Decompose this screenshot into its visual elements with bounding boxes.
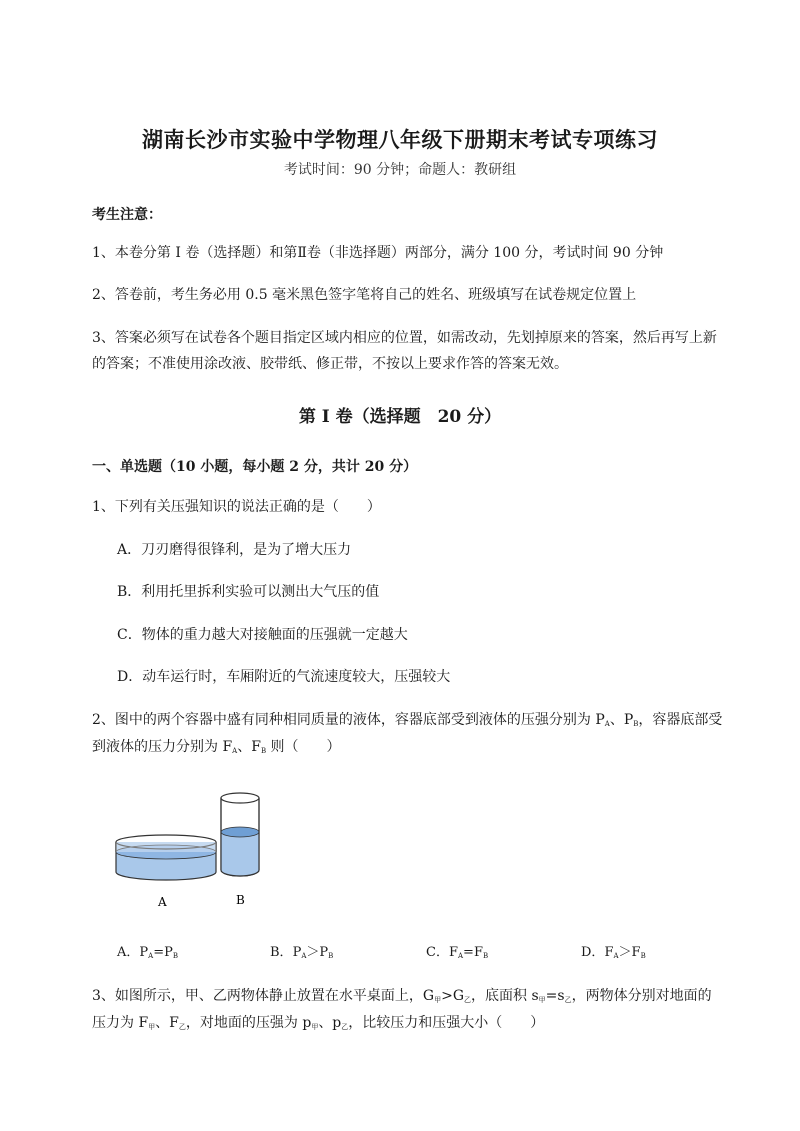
option-letter: C． [426, 945, 449, 960]
q3-text: ，对地面的压强为 p [185, 1015, 312, 1031]
option-subscript: A [457, 952, 464, 960]
note-item-1: 1、本卷分第 I 卷（选择题）和第Ⅱ卷（非选择题）两部分，满分 100 分，考试时间 90 分钟 [92, 245, 664, 261]
option-text: P [292, 945, 302, 960]
option-subscript: A [301, 952, 307, 960]
question-2-option-a [117, 941, 178, 960]
option-subscript: A [613, 952, 619, 960]
question-2-line-1 [92, 709, 722, 729]
question-1-option-b: B．利用托里拆利实验可以测出大气压的值 [117, 584, 380, 600]
q3-subscript: 乙 [341, 1023, 349, 1031]
question-group-title: 一、单选题（10 小题，每小题 2 分，共计 20 分） [92, 459, 418, 475]
option-operator: = [153, 945, 165, 960]
option-subscript: B [172, 952, 179, 960]
figure-label-a: A [158, 895, 167, 909]
question-3-line-2 [92, 1012, 544, 1032]
q3-subscript: 乙 [564, 996, 572, 1004]
note-item-3: 3、答案必须写在试卷各个题目指定区域内相应的位置，如需改动，先划掉原来的答案，然后再写上新的答案；不准使用涂改液、胶带纸、修正带，不按以上要求作答的答案无效。 [92, 330, 717, 372]
q3-text: =s [545, 988, 565, 1004]
q2-text: 2、图中的两个容器中盛有同种相同质量的液体，容器底部受到液体的压强分别为 P [92, 712, 605, 728]
q2-text: 、F [237, 739, 261, 755]
q3-subscript: 甲 [148, 1023, 156, 1031]
option-operator: = [463, 945, 474, 960]
option-subscript: A [148, 952, 154, 960]
figure-label-b: B [236, 893, 245, 907]
q2-text: 则（ ） [266, 739, 341, 755]
q2-subscript: B [633, 720, 639, 728]
container-b [221, 793, 259, 876]
q3-text: >G [441, 988, 465, 1004]
q3-text: 、F [155, 1015, 179, 1031]
note-item-2: 2、答卷前，考生务必用 0.5 毫米黑色签字笔将自己的姓名、班级填写在试卷规定位置上 [92, 287, 637, 303]
q2-subscript: A [604, 720, 610, 728]
question-1-option-d: D．动车运行时，车厢附近的气流速度较大，压强较大 [117, 669, 451, 685]
q3-text: 压力为 F [92, 1015, 149, 1031]
q3-text: ，两物体分别对地面的 [571, 988, 712, 1004]
q3-subscript: 乙 [178, 1023, 186, 1031]
question-1-stem: 1、下列有关压强知识的说法正确的是（ ） [92, 499, 381, 515]
q2-text: 、P [609, 712, 634, 728]
q3-text: 、p [318, 1015, 342, 1031]
question-1-option-c: C．物体的重力越大对接触面的压强就一定越大 [117, 627, 408, 643]
option-text: F [631, 945, 641, 960]
container-a [116, 835, 216, 880]
question-2-option-b [270, 941, 333, 960]
question-1-option-a: A．刀刃磨得很锋利，是为了增大压力 [117, 542, 352, 558]
option-text: F [604, 945, 614, 960]
option-operator: ＞ [306, 945, 320, 960]
question-2-line-2 [92, 736, 341, 756]
option-subscript: B [328, 952, 334, 960]
containers-figure [110, 784, 280, 914]
option-operator: ＞ [618, 945, 632, 960]
question-2-option-d [581, 941, 646, 960]
page-title: 湖南长沙市实验中学物理八年级下册期末考试专项练习 [142, 127, 658, 152]
option-letter: D． [581, 945, 605, 960]
exam-subtitle: 考试时间：90 分钟；命题人：教研组 [283, 162, 517, 178]
option-text: F [473, 945, 483, 960]
option-subscript: B [640, 952, 646, 960]
q2-subscript: B [260, 747, 267, 755]
q3-subscript: 甲 [538, 996, 546, 1004]
question-2-option-c [426, 941, 488, 960]
q3-subscript: 甲 [434, 996, 442, 1004]
section-title: 第 I 卷（选择题 20 分） [298, 407, 502, 427]
q3-text: ，比较压力和压强大小（ ） [348, 1015, 545, 1031]
q2-text: 到液体的压力分别为 F [92, 739, 233, 755]
option-letter: B． [270, 945, 293, 960]
q3-subscript: 乙 [464, 996, 472, 1004]
option-text: F [448, 945, 458, 960]
option-text: P [164, 945, 173, 960]
option-text: P [319, 945, 329, 960]
q3-text: ，底面积 s [471, 988, 539, 1004]
option-text: P [139, 945, 149, 960]
notes-heading: 考生注意： [92, 207, 162, 223]
option-letter: A． [117, 945, 140, 960]
option-subscript: B [482, 952, 489, 960]
question-3-line-1 [92, 985, 712, 1005]
q2-text: ，容器底部受 [638, 712, 723, 728]
q3-subscript: 甲 [311, 1023, 319, 1031]
q2-subscript: A [232, 747, 238, 755]
q3-text: 3、如图所示，甲、乙两物体静止放置在水平桌面上，G [92, 988, 435, 1004]
